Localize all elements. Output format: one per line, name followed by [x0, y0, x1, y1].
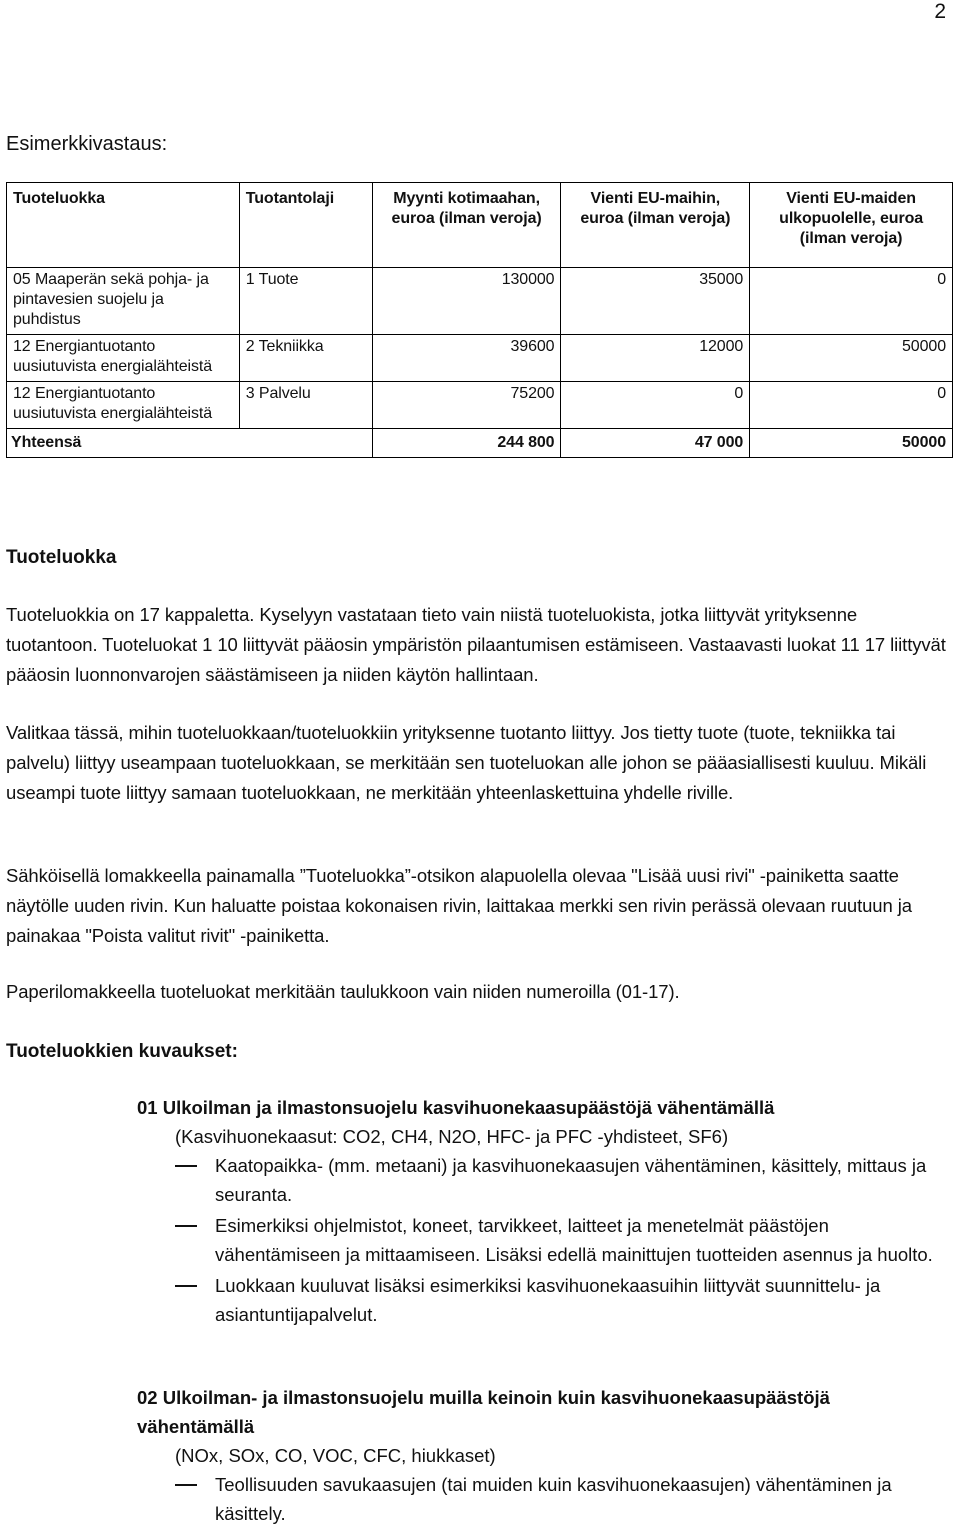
- cell-category: 12 Energiantuotanto uusiutuvista energialähteistä: [7, 335, 240, 382]
- paragraph-paper-form: [6, 977, 951, 1007]
- bullet-text: Luokkaan kuuluvat lisäksi esimerkiksi kasvihuonekaasuihin liittyvät suunnittelu- ja asiantuntijapalvelut.: [215, 1275, 881, 1325]
- header-domestic-sales: Myynti kotimaahan, euroa (ilman veroja): [372, 183, 561, 268]
- example-heading: Esimerkkivastaus:: [6, 133, 168, 155]
- table-row: [7, 382, 953, 429]
- paragraph-text: Tuoteluokkia on 17 kappaletta. Kyselyyn vastataan tieto vain niistä tuoteluokista, jotka liittyvät yrityksenne tuotantoon. Tuoteluokat 1 10 liittyvät pääosin ympäristön pilaantumisen estämiseen. Vastaavasti luokat 11 17 liittyvät pääosin luonnonvarojen säästämiseen ja niiden käytön hallintaan.: [6, 604, 946, 685]
- cell-category: 05 Maaperän sekä pohja- ja pintavesien suojelu ja puhdistus: [7, 268, 240, 335]
- category-02: [137, 1383, 952, 1530]
- header-tuoteluokka: Tuoteluokka: [7, 183, 240, 268]
- list-item: [137, 1271, 952, 1329]
- list-item: [137, 1151, 952, 1209]
- dash-bullet-icon: [175, 1484, 197, 1486]
- cell-non-eu: 50000: [750, 335, 953, 382]
- total-label: Yhteensä: [7, 429, 373, 458]
- cell-eu: 12000: [561, 335, 750, 382]
- cell-domestic: 39600: [372, 335, 561, 382]
- table-header-row: [7, 183, 953, 268]
- cell-eu: 0: [561, 382, 750, 429]
- header-non-eu-export: Vienti EU-maiden ulkopuolelle, euroa (ilman veroja): [750, 183, 953, 268]
- paragraph-selection: [6, 718, 951, 808]
- paragraph-text: Sähköisellä lomakkeella painamalla ”Tuoteluokka”-otsikon alapuolella olevaa "Lisää uusi rivi" -painiketta saatte näytölle uuden rivin. Kun haluatte poistaa kokonaisen rivin, laittakaa merkki sen rivin perässä olevaan ruutuun ja painakaa "Poista valitut rivit" -painiketta.: [6, 865, 912, 946]
- paragraph-text: Paperilomakkeella tuoteluokat merkitään taulukkoon vain niiden numeroilla (01-17).: [6, 981, 680, 1002]
- header-tuotantolaji: Tuotantolaji: [239, 183, 372, 268]
- cell-category: 12 Energiantuotanto uusiutuvista energialähteistä: [7, 382, 240, 429]
- cell-non-eu: 0: [750, 268, 953, 335]
- page-number: 2: [934, 0, 946, 23]
- cell-domestic: 130000: [372, 268, 561, 335]
- cell-type: 1 Tuote: [239, 268, 372, 335]
- category-subtitle: (NOx, SOx, CO, VOC, CFC, hiukkaset): [175, 1445, 496, 1466]
- tuoteluokka-heading: Tuoteluokka: [6, 547, 117, 568]
- total-non-eu: 50000: [750, 429, 953, 458]
- list-item: [137, 1211, 952, 1269]
- example-table: [6, 182, 953, 458]
- dash-bullet-icon: [175, 1225, 197, 1227]
- bullet-text: Esimerkiksi ohjelmistot, koneet, tarvikkeet, laitteet ja menetelmät päästöjen vähentämiseen ja mittaamiseen. Lisäksi edellä mainittujen tuotteiden asennus ja huolto.: [215, 1215, 933, 1265]
- table-total-row: [7, 429, 953, 458]
- descriptions-heading: Tuoteluokkien kuvaukset:: [6, 1041, 238, 1062]
- dash-bullet-icon: [175, 1165, 197, 1167]
- paragraph-electronic-form: [6, 861, 951, 951]
- category-title: 01 Ulkoilman ja ilmastonsuojelu kasvihuonekaasupäästöjä vähentämällä: [137, 1097, 775, 1118]
- dash-bullet-icon: [175, 1285, 197, 1287]
- cell-type: 3 Palvelu: [239, 382, 372, 429]
- category-bullet-list: [137, 1151, 952, 1329]
- cell-domestic: 75200: [372, 382, 561, 429]
- cell-type: 2 Tekniikka: [239, 335, 372, 382]
- category-01: [137, 1093, 952, 1331]
- table-row: [7, 335, 953, 382]
- category-bullet-list: [137, 1470, 952, 1528]
- bullet-text: Teollisuuden savukaasujen (tai muiden kuin kasvihuonekaasujen) vähentäminen ja käsittely.: [215, 1474, 892, 1524]
- table-row: [7, 268, 953, 335]
- bullet-text: Kaatopaikka- (mm. metaani) ja kasvihuonekaasujen vähentäminen, käsittely, mittaus ja seuranta.: [215, 1155, 927, 1205]
- total-eu: 47 000: [561, 429, 750, 458]
- paragraph-text: Valitkaa tässä, mihin tuoteluokkaan/tuoteluokkiin yrityksenne tuotanto liittyy. Jos tietty tuote (tuote, tekniikka tai palvelu) liittyy useampaan tuoteluokkaan, se merkitään sen tuoteluokan alle johon se pääasiallisesti kuuluu. Mikäli useampi tuote liittyy samaan tuoteluokkaan, ne merkitään yhteenlaskettuina yhdelle riville.: [6, 722, 927, 803]
- header-eu-export: Vienti EU-maihin, euroa (ilman veroja): [561, 183, 750, 268]
- cell-eu: 35000: [561, 268, 750, 335]
- paragraph-intro: [6, 600, 951, 690]
- total-domestic: 244 800: [372, 429, 561, 458]
- category-subtitle: (Kasvihuonekaasut: CO2, CH4, N2O, HFC- ja PFC -yhdisteet, SF6): [175, 1126, 729, 1147]
- list-item: [137, 1470, 952, 1528]
- category-title: 02 Ulkoilman- ja ilmastonsuojelu muilla keinoin kuin kasvihuonekaasupäästöjä vähentämällä: [137, 1387, 830, 1437]
- cell-non-eu: 0: [750, 382, 953, 429]
